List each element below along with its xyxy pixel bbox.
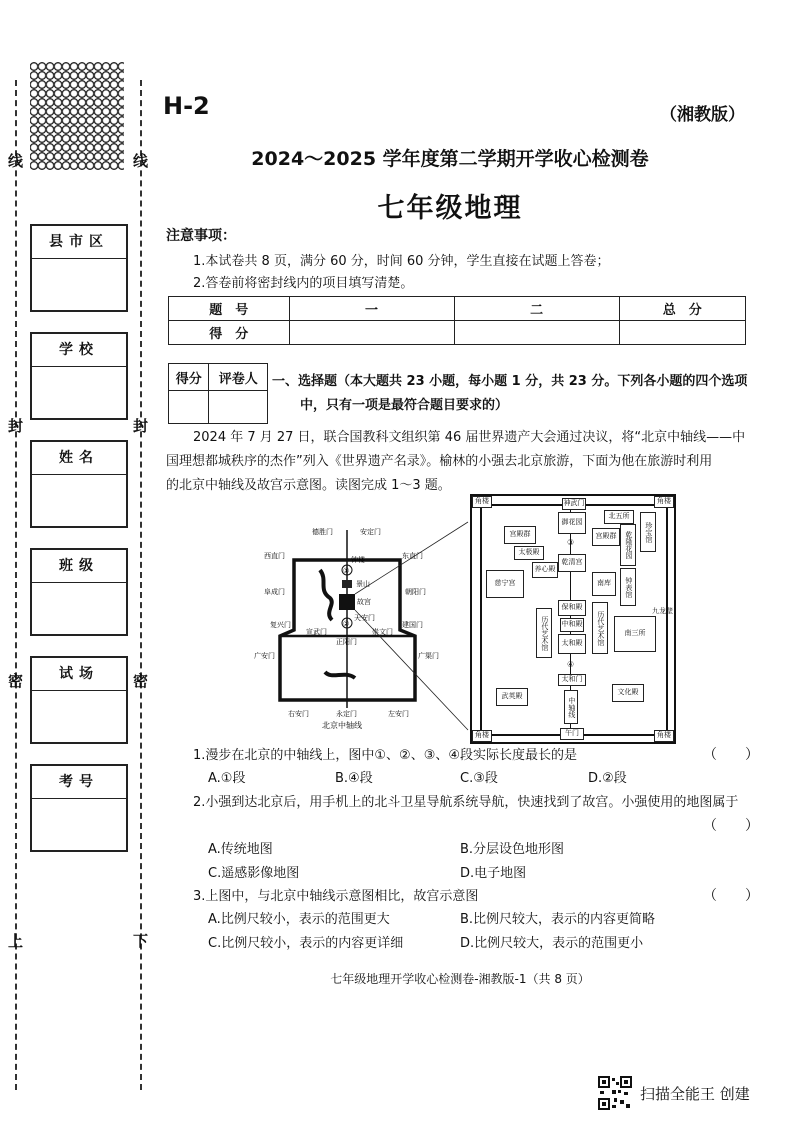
hall-treasure-gallery: 珍宝馆 bbox=[640, 512, 656, 552]
hall-wenhua: 文化殿 bbox=[612, 684, 644, 702]
grader-score-label: 得分 bbox=[169, 364, 209, 391]
field-exam-number[interactable]: 考号 bbox=[30, 764, 128, 852]
q2-option-b[interactable]: B.分层设色地形图 bbox=[460, 842, 565, 857]
corner-tower-sw: 角楼 bbox=[472, 730, 492, 742]
score-cell-total[interactable] bbox=[619, 321, 745, 345]
hall-palace-group-east: 宫殿群 bbox=[592, 528, 620, 546]
field-school[interactable]: 学校 bbox=[30, 332, 128, 420]
q3-option-b[interactable]: B.比例尺较大，表示的内容更简略 bbox=[460, 912, 656, 927]
hall-qianqing: 乾清宫 bbox=[558, 554, 586, 572]
score-header-total: 总 分 bbox=[619, 297, 745, 321]
hall-taihe: 太和殿 bbox=[558, 634, 586, 654]
gate-zuoanmen: 左安门 bbox=[388, 710, 409, 718]
beijing-axis-map bbox=[250, 520, 470, 735]
q2-option-c[interactable]: C.遥感影像地图 bbox=[208, 866, 300, 881]
lake-shape-south bbox=[325, 672, 355, 678]
score-header-label: 题 号 bbox=[169, 297, 290, 321]
hall-beiwusuo: 北五所 bbox=[604, 510, 634, 524]
gate-xizhimen: 西直门 bbox=[264, 552, 285, 560]
q2-option-a[interactable]: A.传统地图 bbox=[208, 842, 273, 857]
qr-code-icon bbox=[598, 1076, 632, 1110]
hall-zhonghe: 中和殿 bbox=[560, 618, 584, 632]
label-nine-dragon-wall: 九龙壁 bbox=[652, 607, 673, 615]
seal-char-shang: 上 bbox=[8, 932, 24, 950]
corner-tower-se: 角楼 bbox=[654, 730, 674, 742]
q2-stem: 2.小强到达北京后，用手机上的北斗卫星导航系统导航，快速找到了故宫。小强使用的地图属于 bbox=[193, 795, 739, 810]
hall-imperial-garden: 御花园 bbox=[558, 512, 586, 534]
gate-xuanwumen: 宣武门 bbox=[306, 628, 327, 636]
score-header-1: 一 bbox=[289, 297, 454, 321]
binding-holes bbox=[30, 62, 124, 170]
subject-title: 七年级地理 bbox=[377, 193, 523, 224]
hall-nansansuo: 南三所 bbox=[614, 616, 656, 652]
gate-fuxingmen: 复兴门 bbox=[270, 621, 291, 629]
score-table bbox=[168, 296, 746, 345]
seal-char-xia: 下 bbox=[133, 932, 149, 950]
hall-baohe: 保和殿 bbox=[558, 600, 586, 616]
label-palace-axis: 中轴线 bbox=[564, 690, 578, 724]
intro-line-1: 2024 年 7 月 27 日，联合国教科文组织第 46 届世界遗产大会通过决议，将“北京中轴线——中 bbox=[193, 430, 746, 445]
field-exam-room[interactable]: 试场 bbox=[30, 656, 128, 744]
gate-guanganmen: 广安门 bbox=[254, 652, 275, 660]
score-cell-1[interactable] bbox=[289, 321, 454, 345]
section1-heading-line2: 中，只有一项是最符合题目要求的） bbox=[300, 398, 509, 413]
q3-option-a[interactable]: A.比例尺较小，表示的范围更大 bbox=[208, 912, 390, 927]
hall-art-gallery-east: 历代艺术馆 bbox=[592, 602, 608, 654]
hall-taiji: 太极殿 bbox=[514, 546, 544, 560]
seal-char-xian-left: 线 bbox=[8, 152, 24, 170]
field-county[interactable]: 县市区 bbox=[30, 224, 128, 312]
corner-tower-nw: 角楼 bbox=[472, 496, 492, 508]
hall-clock-gallery: 钟表馆 bbox=[620, 568, 636, 606]
marker-3: ③ bbox=[567, 538, 575, 547]
intro-line-3: 的北京中轴线及故宫示意图。读图完成 1～3 题。 bbox=[166, 478, 451, 493]
gate-guangqumen: 广渠门 bbox=[418, 652, 439, 660]
marker-2: ② bbox=[343, 620, 350, 628]
seal-char-xian-right: 线 bbox=[133, 152, 149, 170]
gate-youanmen: 右安门 bbox=[288, 710, 309, 718]
gate-fuchengmen: 阜成门 bbox=[264, 588, 285, 596]
q1-option-d[interactable]: D.②段 bbox=[588, 771, 627, 786]
forbidden-city-block bbox=[339, 594, 355, 610]
gate-chongwenmen: 崇文门 bbox=[372, 628, 393, 636]
seal-char-mi-right: 密 bbox=[133, 672, 149, 690]
q1-option-b[interactable]: B.④段 bbox=[335, 771, 373, 786]
map-caption: 北京中轴线 bbox=[322, 721, 362, 730]
q2-answer-blank[interactable]: （ ） bbox=[703, 818, 759, 834]
q3-option-c[interactable]: C.比例尺较小，表示的内容更详细 bbox=[208, 936, 404, 951]
gate-dongzhimen: 东直门 bbox=[402, 552, 423, 560]
intro-line-2: 国理想都城秩序的杰作”列入《世界遗产名录》。榆林的小强去北京旅游，下面为他在旅游时利用 bbox=[166, 454, 713, 469]
field-class[interactable]: 班级 bbox=[30, 548, 128, 636]
q3-option-d[interactable]: D.比例尺较大，表示的范围更小 bbox=[460, 936, 644, 951]
grader-box bbox=[168, 363, 268, 424]
scanner-watermark: 扫描全能王 创建 bbox=[640, 1085, 750, 1103]
q1-stem: 1.漫步在北京的中轴线上，图中①、②、③、④段实际长度最长的是 bbox=[193, 748, 578, 763]
jingshan-block bbox=[342, 580, 352, 588]
hall-nanku: 南库 bbox=[592, 572, 616, 596]
field-name[interactable]: 姓名 bbox=[30, 440, 128, 528]
notes-heading: 注意事项： bbox=[166, 228, 236, 244]
q3-stem: 3.上图中，与北京中轴线示意图相比，故宫示意图 bbox=[193, 889, 479, 904]
label-bell-tower: 钟楼 bbox=[351, 556, 365, 564]
exam-title: 2024～2025 学年度第二学期开学收心检测卷 bbox=[251, 148, 649, 170]
hall-art-gallery-west: 历代艺术馆 bbox=[536, 608, 552, 658]
grader-score-cell[interactable] bbox=[169, 391, 209, 424]
label-forbidden-city: 故宫 bbox=[357, 598, 371, 606]
q1-option-a[interactable]: A.①段 bbox=[208, 771, 246, 786]
grader-name-label: 评卷人 bbox=[209, 364, 268, 391]
section1-heading-line1: 一、选择题（本大题共 23 小题，每小题 1 分，共 23 分。下列各小题的四个选项 bbox=[272, 374, 748, 389]
label-tiananmen: 天安门 bbox=[354, 614, 375, 622]
hall-shenwumen: 神武门 bbox=[562, 498, 586, 510]
seal-char-mi-left: 密 bbox=[8, 672, 24, 690]
edition: （湘教版） bbox=[660, 105, 745, 125]
hall-palace-group-west: 宫殿群 bbox=[504, 526, 536, 544]
gate-chaoyangmen: 朝阳门 bbox=[405, 588, 426, 596]
grader-name-cell[interactable] bbox=[209, 391, 268, 424]
note-1: 1.本试卷共 8 页，满分 60 分，时间 60 分钟，学生直接在试题上答卷； bbox=[193, 254, 610, 269]
score-header-2: 二 bbox=[454, 297, 619, 321]
q1-answer-blank[interactable]: （ ） bbox=[703, 747, 759, 763]
seal-char-feng-right: 封 bbox=[133, 417, 149, 435]
gate-zhengyangmen: 正阳门 bbox=[336, 638, 357, 646]
label-jingshan: 景山 bbox=[356, 580, 370, 588]
gate-yongdingmen: 永定门 bbox=[336, 710, 357, 718]
hall-cining: 慈宁宫 bbox=[486, 570, 524, 598]
hall-yangxin: 养心殿 bbox=[532, 562, 558, 578]
score-cell-2[interactable] bbox=[454, 321, 619, 345]
hall-taihemen: 太和门 bbox=[558, 674, 586, 686]
q1-option-c[interactable]: C.③段 bbox=[460, 771, 498, 786]
gate-andingmen: 安定门 bbox=[360, 528, 381, 536]
marker-1: ① bbox=[343, 567, 350, 575]
corner-tower-ne: 角楼 bbox=[654, 496, 674, 508]
hall-qianlong-garden: 乾隆花园 bbox=[620, 524, 636, 566]
gate-deshengmen: 德胜门 bbox=[312, 528, 333, 536]
palace-detail-map bbox=[470, 494, 676, 744]
score-row-label: 得 分 bbox=[169, 321, 290, 345]
seal-char-feng-left: 封 bbox=[8, 417, 24, 435]
lake-shape bbox=[320, 570, 332, 620]
note-2: 2.答卷前将密封线内的项目填写清楚。 bbox=[193, 276, 414, 291]
q2-option-d[interactable]: D.电子地图 bbox=[460, 866, 527, 881]
marker-4: ④ bbox=[567, 660, 575, 669]
page-footer: 七年级地理开学收心检测卷-湘教版-1（共 8 页） bbox=[330, 972, 590, 986]
q3-answer-blank[interactable]: （ ） bbox=[703, 888, 759, 904]
gate-jianguomen: 建国门 bbox=[402, 621, 423, 629]
hall-wuying: 武英殿 bbox=[496, 688, 528, 706]
exam-code: H-2 bbox=[163, 92, 210, 120]
gate-wumen: 午门 bbox=[560, 728, 584, 740]
